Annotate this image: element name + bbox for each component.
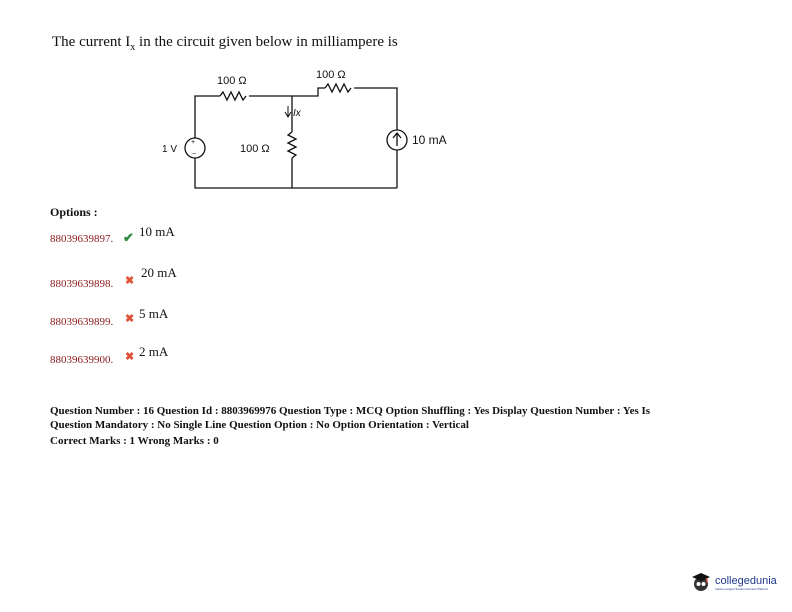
option-id: 88039639900. — [50, 354, 114, 366]
wire-top-right — [354, 88, 397, 130]
resistor-middle — [288, 132, 296, 158]
wire-bottom — [195, 158, 397, 188]
checkmark-icon: ✔ — [123, 230, 134, 245]
question-meta-line2: Question Mandatory : No Single Line Question Option : No Option Orientation : Vertical — [50, 419, 469, 431]
minus-sign: − — [192, 151, 197, 158]
circuit-diagram — [150, 64, 480, 200]
label-r-top-left: 100 Ω — [217, 75, 247, 87]
resistor-top-right — [325, 84, 351, 92]
label-current-source: 10 mA — [412, 133, 447, 147]
label-ix: Ix — [293, 108, 301, 119]
wire-top-left — [195, 96, 220, 100]
option-text: 10 mA — [139, 224, 175, 239]
question-marks: Correct Marks : 1 Wrong Marks : 0 — [50, 435, 219, 447]
cross-icon: ✖ — [125, 275, 135, 287]
options-heading: Options : — [50, 205, 98, 219]
label-voltage-source: 1 V — [162, 144, 178, 155]
question-text: The current $I_x$ in the circuit given below in milliampere is — [52, 34, 398, 53]
plus-sign: + — [191, 139, 196, 146]
current-arrow-icon — [285, 106, 291, 117]
option-id: 88039639897. — [50, 233, 114, 245]
wire-top-mid — [249, 88, 325, 96]
option-id: 88039639898. — [50, 278, 114, 290]
question-meta-line1: Question Number : 16 Question Id : 8803969976 Question Type : MCQ Option Shuffling : Yes Display Question Number : Yes Is — [50, 405, 651, 417]
brand-logo — [690, 572, 777, 594]
label-r-top-right: 100 Ω — [316, 69, 346, 81]
brand-tagline: India's Largest Student Review Platform — [715, 586, 769, 591]
graduate-cap-icon — [690, 572, 712, 594]
cross-icon: ✖ — [125, 351, 135, 363]
cross-icon: ✖ — [125, 313, 135, 325]
brand-name: collegedunia — [715, 574, 777, 587]
option-id: 88039639899. — [50, 316, 114, 328]
resistor-top-left — [220, 92, 246, 100]
label-r-middle: 100 Ω — [240, 143, 270, 155]
option-text: 5 mA — [139, 306, 169, 321]
option-text: 2 mA — [139, 344, 169, 359]
option-text: 20 mA — [141, 265, 177, 280]
